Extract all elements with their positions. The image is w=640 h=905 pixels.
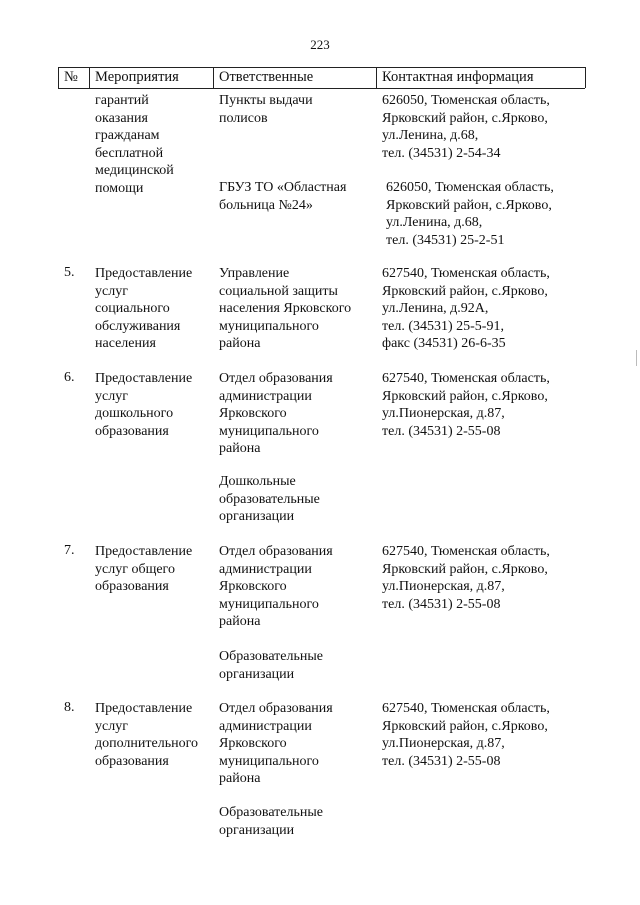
row-responsible: Пункты выдачи полисов [219,93,313,126]
row-event: Предоставление услуг общего образования [95,544,193,594]
row-contact: 627540, Тюменская область, Ярковский район, с.Ярково, ул.Пионерская, д.87, тел. (34531) 2-55-08 [382,701,550,769]
row-responsible: ГБУЗ ТО «Областная больница №24» [219,180,347,213]
row-responsible: Дошкольные образовательные организации [219,474,320,524]
header-separator [376,67,377,88]
row-number: 5. [64,265,75,280]
row-responsible: Образовательные организации [219,805,323,838]
row-event: гарантий оказания гражданам бесплатной медицинской помощи [95,93,174,196]
row-contact: 627540, Тюменская область, Ярковский район, с.Ярково, ул.Ленина, д.92А, тел. (34531) 25-5-91, факс (34531) 26-6-35 [382,266,550,351]
header-separator [213,67,214,88]
row-responsible: Управление социальной защиты населения Ярковского муниципального района [219,266,352,351]
row-event: Предоставление услуг дополнительного образования [95,701,198,769]
row-number: 6. [64,370,75,385]
row-contact: 626050, Тюменская область, Ярковский район, с.Ярково, ул.Ленина, д.68, тел. (34531) 2-54-34 [382,93,550,161]
row-contact: 627540, Тюменская область, Ярковский район, с.Ярково, ул.Пионерская, д.87, тел. (34531) 2-55-08 [382,371,550,439]
row-event: Предоставление услуг социального обслуживания населения [95,266,193,351]
header-responsible: Ответственные [219,69,314,85]
header-separator [58,67,59,88]
row-responsible: Отдел образования администрации Ярковского муниципального района [219,371,333,456]
row-number: 8. [64,700,75,715]
row-number: 7. [64,543,75,558]
header-separator [585,67,586,88]
header-num: № [64,69,78,85]
row-responsible: Образовательные организации [219,649,323,682]
row-contact: 627540, Тюменская область, Ярковский район, с.Ярково, ул.Пионерская, д.87, тел. (34531) 2-55-08 [382,544,550,612]
row-contact: 626050, Тюменская область, Ярковский район, с.Ярково, ул.Ленина, д.68, тел. (34531) 25-2-51 [386,180,554,248]
header-separator [89,67,90,88]
table-header-bottom-border [58,88,585,89]
scan-mark [636,350,637,366]
row-responsible: Отдел образования администрации Ярковского муниципального района [219,701,333,786]
header-event: Мероприятия [95,69,179,85]
row-event: Предоставление услуг дошкольного образования [95,371,193,439]
header-contact: Контактная информация [382,69,534,85]
row-responsible: Отдел образования администрации Ярковского муниципального района [219,544,333,629]
page-number: 223 [310,37,330,52]
